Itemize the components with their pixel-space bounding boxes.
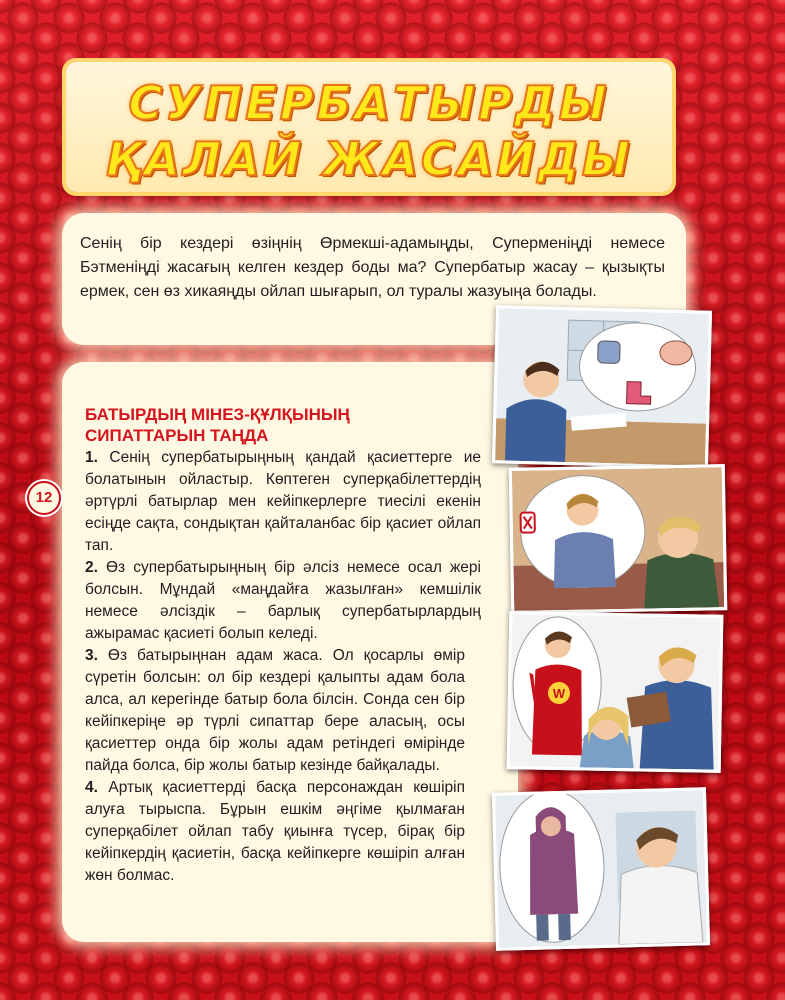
step-number: 3. bbox=[85, 647, 98, 664]
steps-list bbox=[85, 447, 500, 887]
copying-image bbox=[495, 790, 707, 947]
section-heading-line-2: СИПАТТАРЫН ТАҢДА bbox=[85, 426, 269, 445]
weakness-image bbox=[512, 467, 724, 611]
step-text: Сенің супербатырыңның қандай қасиеттерге ие болатынын ойластыр. Көптеген суперқабілеттердің әртүрлі батырлар мен кейіпкерлерге тиесілі екенін есіңде сақта, сондықтан қайталанбас бір қасиет ойлап тап. bbox=[85, 449, 481, 554]
section-heading-line-1: БАТЫРДЫҢ МІНЕЗ-ҚҰЛҚЫНЫҢ bbox=[85, 405, 350, 424]
illustration-writing-boy bbox=[492, 305, 712, 469]
hero-emblem: W bbox=[552, 685, 566, 702]
step-text: Артық қасиеттерді басқа персонаждан көшіріп алуға тырыспа. Бұрын ешкім әңгіме қылмаған суперқабілет ойлап табу қиынға түсер, бірақ бір кейіпкердің қасиетін, басқа кейіпкерге көшіріп алған жөн болмас. bbox=[85, 779, 465, 884]
title-line-1: СУПЕРБАТЫРДЫ bbox=[128, 76, 610, 130]
step-text: Өз батырыңнан адам жаса. Ол қосарлы өмір сүретін болсын: ол бір кездері қалыпты адам бола алса, ал керегінде батыр бола білсін. Сонда сен бір кейіпкеріңе әр түрлі сипаттар бере аласың, осы қасиеттер онда бір жолы адам ретіндегі өмірінде пайда болса, бір жолы батыр кезінде байқалады. bbox=[85, 647, 465, 774]
illustration-double-life bbox=[507, 611, 724, 773]
title-banner bbox=[66, 62, 672, 192]
section-heading bbox=[85, 404, 485, 446]
step-text: Өз супербатырыңның бір әлсіз немесе осал жері болсын. Мұндай «маңдайға жазылған» кемшілік немесе әлсіздік – барлық супербатырлардың ажырамас қасиеті болып келеді. bbox=[85, 559, 481, 642]
step-number: 1. bbox=[85, 449, 98, 466]
step-number: 2. bbox=[85, 559, 98, 576]
step-number: 4. bbox=[85, 779, 98, 796]
step-2 bbox=[85, 557, 481, 645]
step-4 bbox=[85, 777, 465, 887]
step-3 bbox=[85, 645, 465, 777]
double-life-image bbox=[510, 614, 721, 770]
step-1 bbox=[85, 447, 481, 557]
title-line-2: ҚАЛАЙ ЖАСАЙДЫ bbox=[105, 132, 633, 186]
illustration-weakness bbox=[509, 464, 728, 614]
intro-paragraph: Сенің бір кездері өзіңнің Өрмекші-адамыңды, Суперменіңді немесе Бэтменіңді жасағың келген кездер боды ма? Супербатыр жасау – қызықты ермек, сен өз хикаяңды ойлап шығарып, ол туралы жазуыңа болады. bbox=[80, 235, 665, 300]
page-number: 12 bbox=[27, 481, 61, 515]
illustration-copying bbox=[492, 787, 710, 951]
writing-boy-image bbox=[495, 308, 709, 465]
